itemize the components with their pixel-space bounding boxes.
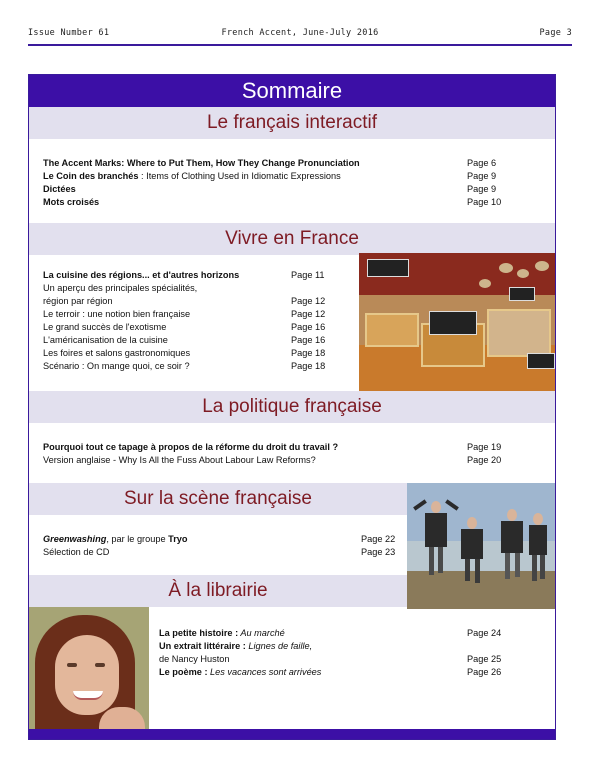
toc-entry[interactable]: Le terroir : une notion bien française Page 12: [43, 309, 326, 319]
issue-number: Issue Number 61: [28, 28, 110, 38]
toc-entry[interactable]: Les foires et salons gastronomiques Page 18: [43, 348, 326, 358]
publication-title: French Accent, June-July 2016: [221, 28, 379, 38]
section-entries-vivre: [43, 269, 343, 373]
toc-entry[interactable]: L'américanisation de la cuisine Page 16: [43, 335, 326, 345]
section-entries-interactif: [43, 157, 503, 209]
toc-entry[interactable]: Dictées Page 9: [43, 184, 497, 194]
section-entries-scene: [43, 533, 403, 559]
toc-entry[interactable]: Scénario : On mange quoi, ce soir ? Page 18: [43, 361, 326, 371]
toc-entry[interactable]: Pourquoi tout ce tapage à propos de la réforme du droit du travail ? Page 19: [43, 442, 502, 452]
band-jumping-photo: [407, 483, 556, 609]
author-portrait-photo: [29, 607, 149, 740]
toc-entry[interactable]: Version anglaise - Why Is All the Fuss About Labour Law Reforms? Page 20: [43, 455, 502, 465]
bottom-band: [29, 729, 555, 739]
toc-entry[interactable]: Le grand succès de l'exotisme Page 16: [43, 322, 326, 332]
running-header: [28, 28, 572, 44]
section-heading-interactif: Le français interactif: [29, 107, 555, 139]
section-heading-politique: La politique française: [29, 391, 555, 423]
section-heading-vivre: Vivre en France: [29, 223, 555, 255]
toc-entry[interactable]: Greenwashing, par le groupe Tryo Page 22: [43, 534, 396, 544]
toc-entry[interactable]: Mots croisés Page 10: [43, 197, 502, 207]
page-number: Page 3: [539, 28, 572, 38]
toc-entry: Un extrait littéraire : Lignes de faille,: [159, 641, 313, 651]
toc-entry[interactable]: Sélection de CD Page 23: [43, 547, 396, 557]
contents-frame: [28, 74, 556, 740]
toc-entry[interactable]: Le Coin des branchés : Items of Clothing Used in Idiomatic Expressions Page 9: [43, 171, 497, 181]
header-rule: [28, 44, 572, 46]
section-heading-scene: Sur la scène française: [29, 483, 407, 515]
section-entries-politique: [43, 441, 523, 467]
toc-entry[interactable]: de Nancy Huston Page 25: [159, 654, 502, 664]
toc-entry[interactable]: région par région Page 12: [43, 296, 326, 306]
toc-entry[interactable]: Le poème : Les vacances sont arrivées Page 26: [159, 667, 502, 677]
toc-entry[interactable]: La cuisine des régions... et d'autres horizons Page 11: [43, 270, 325, 280]
contents-title: Sommaire: [29, 75, 555, 107]
market-produce-photo: [359, 253, 556, 391]
section-entries-librairie: [159, 627, 519, 679]
toc-entry: Un aperçu des principales spécialités,: [43, 283, 198, 293]
section-heading-librairie: À la librairie: [29, 575, 407, 607]
toc-entry[interactable]: La petite histoire : Au marché Page 24: [159, 628, 502, 638]
toc-entry[interactable]: The Accent Marks: Where to Put Them, How They Change Pronunciation Page 6: [43, 158, 497, 168]
